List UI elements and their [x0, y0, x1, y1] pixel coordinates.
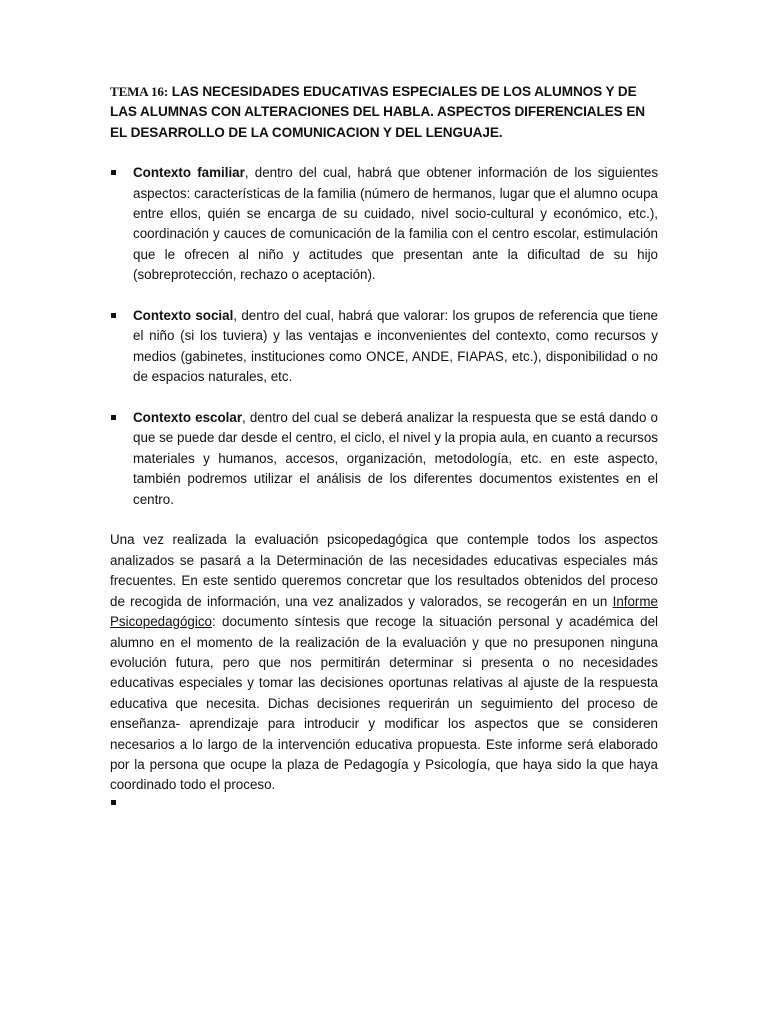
informe-psicopedagogico-term: Informe Psicopedagógico — [110, 593, 658, 630]
context-text: , dentro del cual, habrá que valorar: los grupos de referencia que tiene el niño (si los tuviera) y las ventajas e inconvenientes del contexto, como recursos y medios (gabinetes, instituciones como ONCE, ANDE, FIAPAS, etc.), disponibilidad o no de espacios naturales, etc. — [133, 308, 658, 385]
topic-title: LAS NECESIDADES EDUCATIVAS ESPECIALES DE LOS ALUMNOS Y DE LAS ALUMNAS CON ALTERACIONES DEL HABLA. ASPECTOS DIFERENCIALES EN EL DESARROLLO DE LA COMUNICACION Y DEL LENGUAJE. — [110, 84, 646, 140]
summary-text-end: : documento síntesis que recoge la situación personal y académica del alumno en el momento de la realización de la evaluación y que no presuponen ninguna evolución futura, pero que nos permitirán determinar si presenta o no necesidades educativas especiales y tomar las decisiones oportunas relativas al ajuste de la respuesta educativa que necesita. Dichas decisiones requerirán un seguimiento del proceso de enseñanza- aprendizaje para introducir y modificar los aspectos que se consideren necesarios a lo largo de la intervención educativa propuesta. Este informe será elaborado por la persona que ocupe la plaza de Pedagogía y Psicología, que haya sido la que haya coordinado todo el proceso. — [110, 614, 658, 793]
context-text: , dentro del cual se deberá analizar la respuesta que se está dando o que se puede dar desde el centro, el ciclo, el nivel y la propia aula, en cuanto a recursos materiales y humanos, accesos, organización, metodología, etc. en este aspecto, también podremos utilizar el análisis de los diferentes documentos existentes en el centro. — [133, 410, 658, 507]
context-text: , dentro del cual, habrá que obtener información de los siguientes aspectos: características de la familia (número de hermanos, lugar que el alumno ocupa entre ellos, quién se encarga de su cuidado, nivel socio-cultural y económico, etc.), coordinación y cauces de comunicación de la familia con el centro escolar, estimulación que le ofrecen al niño y actitudes que presentan ante la dificultad de su hijo (sobreprotección, rechazo o aceptación). — [133, 165, 659, 283]
context-term: Contexto escolar — [133, 410, 243, 426]
square-bullet-icon — [111, 170, 116, 175]
square-bullet-icon — [111, 415, 116, 420]
summary-paragraph — [110, 530, 658, 795]
square-bullet-icon — [111, 313, 116, 318]
list-item — [110, 163, 658, 285]
list-item — [110, 306, 658, 388]
context-term: Contexto social — [133, 308, 234, 324]
context-term: Contexto familiar — [133, 165, 245, 181]
document-heading — [110, 82, 658, 143]
summary-text-start: Una vez realizada la evaluación psicopedagógica que contemple todos los aspectos analizados se pasará a la Determinación de las necesidades educativas especiales más frecuentes. En este sentido queremos concretar que los resultados obtenidos del proceso de recogida de información, una vez analizados y valorados, se recogerán en un — [110, 532, 658, 609]
square-bullet-icon — [111, 800, 116, 805]
list-item — [110, 408, 658, 510]
topic-label: TEMA 16: — [110, 84, 169, 99]
document-body — [110, 82, 658, 796]
context-list — [110, 163, 658, 510]
